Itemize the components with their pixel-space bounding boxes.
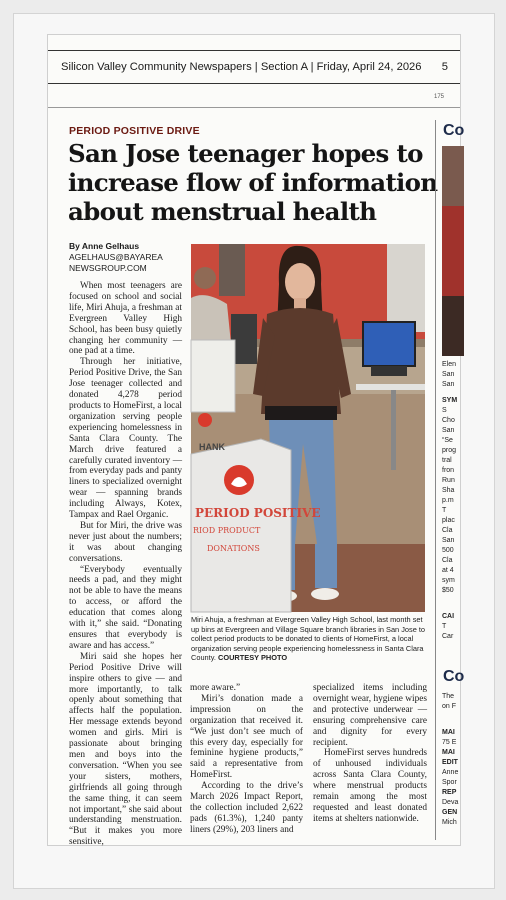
body-paragraph: HomeFirst serves hundreds of unhoused individuals across Santa Clara County, where menstrual products remain among the most requested and least donated items at shelters nationwide. [313, 748, 427, 824]
caption-credit: COURTESY PHOTO [217, 653, 288, 663]
masthead: Silicon Valley Community Newspapers | Section A | Friday, April 24, 2026 5 [48, 50, 460, 84]
sidebar-body: SYM S Cho San “Se prog tral fron Run Sha p.m T plac Cla San 500 Cla at 4 sym $50 [442, 397, 458, 594]
bin-label-line-3: DONATIONS [207, 544, 260, 553]
article-kicker: PERIOD POSITIVE DRIVE [69, 125, 200, 137]
header-rule [48, 107, 460, 108]
sidebar-column [439, 120, 465, 845]
sidebar-staff-box: MAI 75 E MAI EDIT Anne Spor REP Deva GEN Mich [442, 729, 459, 826]
sidebar-photo [442, 146, 464, 356]
byline-email-line-1: AGELHAUS@BAYAREA [69, 252, 163, 262]
body-paragraph: Through her initiative, Period Positive Drive, the San Jose teenager collected and donated 4,278 period products to HomeFirst, a local organization serving people experiencing homelessness in Santa Clara County. The March drive featured a carefully curated inventory — from everyday pads and panty liners to specialized overnight wear — spanning brands including Always, Kotex, Tampax and Rael Organic. [69, 357, 182, 521]
bin-label-line-2: RIOD PRODUCT [193, 526, 261, 535]
byline-author: By Anne Gelhaus [69, 241, 140, 251]
body-paragraph: “Everybody eventually needs a pad, and they might not be able to have the means to access, or afford the education that comes along with it,” she said. “Donating ensures that everybody is aware and has access.” [69, 564, 182, 651]
body-paragraph-continued: specialized items including overnight wear, hygiene wipes and protective underwear — ensuring comprehensive care and dignity for every recipient. [313, 683, 427, 748]
bin-top-text: HANK [199, 442, 225, 452]
sidebar-heading: Co [443, 122, 465, 139]
publication-name: Silicon Valley Community Newspapers [61, 61, 252, 73]
sidebar-section-2: CAI T Car [442, 613, 455, 640]
body-paragraph: Miri’s donation made a impression on the organization that received it. “We just don’t see much of this every day, especially for feminine hygiene products,” said a representative from HomeFirst. [190, 693, 303, 781]
issue-date: Friday, April 24, 2026 [316, 61, 422, 73]
byline [69, 241, 163, 274]
body-column-2 [190, 683, 303, 838]
body-paragraph: But for Miri, the drive was never just about the numbers; it was about changing conversations. [69, 520, 182, 564]
section-label: Section A [260, 61, 308, 73]
body-paragraph-continued: more aware.” [190, 683, 241, 693]
bin-label-line-1: PERIOD POSITIVE [195, 506, 321, 520]
column-divider [435, 120, 436, 840]
photo-illustration [191, 244, 425, 612]
sidebar-photo-caption: Elen San San [442, 361, 457, 388]
article-photo [191, 244, 425, 612]
newspaper-page [47, 34, 465, 848]
body-column-3 [313, 683, 427, 838]
sidebar-section-3: The on F [442, 693, 457, 710]
photo-caption [191, 615, 426, 663]
article-headline: San Jose teenager hopes to increase flow of information about menstrual health [68, 139, 438, 226]
byline-email-line-2: NEWSGROUP.COM [69, 263, 147, 273]
page-number: 5 [441, 61, 448, 73]
caption-text: Miri Ahuja, a freshman at Evergreen Valley High School, last month set up bins at Evergreen and Village Square branch libraries in San Jose to collect period products to be donated to clients of HomeFirst, a local organization serving people experiencing homelessness in Santa Clara County. [191, 615, 426, 663]
body-paragraph: According to the drive’s March 2026 Impact Report, the collection included 2,622 pads (61.3%), 1,240 panty liners (29%), 203 liners and [190, 781, 303, 835]
body-paragraph: When most teenagers are focused on school and social life, Miri Ahuja, a freshman at Evergreen Valley High School, has been busy quietly changing her community — one pad at a time. [69, 281, 182, 357]
page-reference: 175 [433, 94, 444, 100]
body-column-1 [69, 281, 182, 848]
sidebar-heading-2: Co [443, 668, 465, 685]
body-paragraph: Miri said she hopes her Period Positive Drive will inspire others to give — and more importantly, to talk openly about something that affects half the population. Her message extends beyond women and girls. Miri is passionate about bringing men and boys into the conversation. “When you see your sisters, mothers, girlfriends all going through the same thing, it can seem not important,” she said about understanding menstruation. “But it makes you more sensitive, [69, 651, 182, 848]
